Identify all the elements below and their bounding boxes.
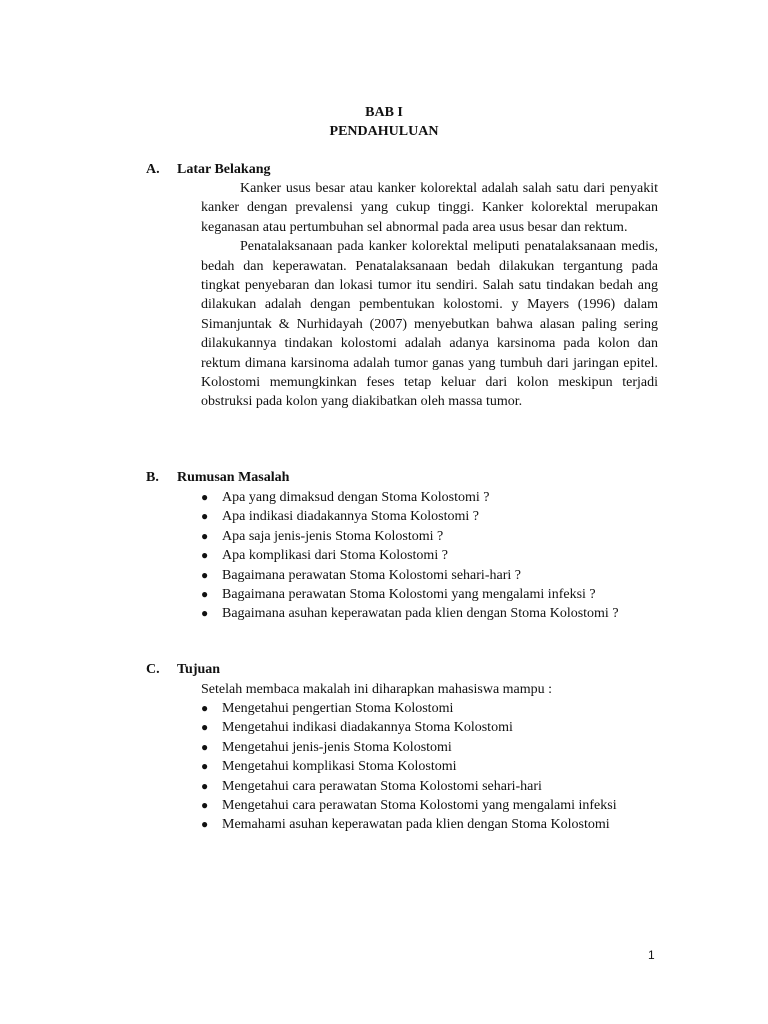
list-item: ● Bagaimana perawatan Stoma Kolostomi sehari-hari ? <box>201 566 658 585</box>
section-a-body <box>201 179 658 412</box>
list-item: ● Mengetahui pengertian Stoma Kolostomi <box>201 699 658 718</box>
list-item: ● Apa komplikasi dari Stoma Kolostomi ? <box>201 546 658 565</box>
chapter-label: BAB I <box>365 105 403 120</box>
bullet-icon: ● <box>201 548 209 563</box>
bullet-icon: ● <box>201 817 209 832</box>
bullet-icon: ● <box>201 701 209 715</box>
bullet-icon: ● <box>201 720 209 735</box>
list-item: ● Mengetahui komplikasi Stoma Kolostomi <box>201 757 658 776</box>
bullet-icon: ● <box>201 509 209 524</box>
objective-list <box>201 699 658 835</box>
section-a-heading <box>146 160 270 179</box>
list-item: ● Bagaimana asuhan keperawatan pada klien dengan Stoma Kolostomi ? <box>201 604 658 623</box>
list-item: ● Mengetahui jenis-jenis Stoma Kolostomi <box>201 738 658 757</box>
bullet-icon: ● <box>201 587 209 602</box>
paragraph: Kanker usus besar atau kanker kolorektal adalah salah satu dari penyakit kanker dengan prevalensi yang cukup tinggi. Kanker kolorektal merupakan keganasan atau pertumbuhan sel abnormal pada area usus besar dan rektum. <box>201 181 658 235</box>
section-b-letter: B. <box>146 470 159 485</box>
section-c-title: Tujuan <box>177 662 221 677</box>
problem-list <box>201 488 658 624</box>
bullet-icon: ● <box>201 606 209 621</box>
bullet-icon: ● <box>201 798 209 813</box>
bullet-icon: ● <box>201 778 209 793</box>
page-number: 1 <box>648 948 655 962</box>
section-b-title: Rumusan Masalah <box>177 470 290 485</box>
section-c-letter: C. <box>146 662 160 677</box>
bullet-icon: ● <box>201 490 209 504</box>
section-c-intro: Setelah membaca makalah ini diharapkan mahasiswa mampu : <box>201 682 553 697</box>
bullet-icon: ● <box>201 567 209 582</box>
list-item: ● Mengetahui cara perawatan Stoma Kolostomi sehari-hari <box>201 777 658 796</box>
bullet-icon: ● <box>201 739 209 754</box>
section-a-title: Latar Belakang <box>177 162 271 177</box>
section-c-heading <box>146 660 220 679</box>
bullet-icon: ● <box>201 759 209 774</box>
list-item: ● Mengetahui indikasi diadakannya Stoma Kolostomi <box>201 718 658 737</box>
list-item: ● Bagaimana perawatan Stoma Kolostomi yang mengalami infeksi ? <box>201 585 658 604</box>
list-item: ● Mengetahui cara perawatan Stoma Kolostomi yang mengalami infeksi <box>201 796 658 815</box>
section-b-heading <box>146 468 289 487</box>
list-item: ● Apa yang dimaksud dengan Stoma Kolostomi ? <box>201 488 658 507</box>
section-a-letter: A. <box>146 162 160 177</box>
list-item: ● Apa saja jenis-jenis Stoma Kolostomi ? <box>201 527 658 546</box>
bullet-icon: ● <box>201 528 209 543</box>
list-item: ● Apa indikasi diadakannya Stoma Kolostomi ? <box>201 507 658 526</box>
list-item: ● Memahami asuhan keperawatan pada klien dengan Stoma Kolostomi <box>201 815 658 834</box>
chapter-title: PENDAHULUAN <box>329 124 439 139</box>
paragraph: Penatalaksanaan pada kanker kolorektal meliputi penatalaksanaan medis, bedah dan keperawatan. Penatalaksanaan bedah dilakukan tergantung pada tingkat penyebaran dan lokasi tumor itu sendiri. Salah satu tindakan bedah ang dilakukan adalah dengan pembentukan kolostomi. y Mayers (1996) dalam Simanjuntak & Nurhidayah (2007) menyebutkan bahwa alasan paling sering dilakukannya tindakan kolostomi adalah adanya karsinoma pada kolon dan rektum dimana karsinoma adalah tumor ganas yang tumbuh dari jaringan epitel. Kolostomi memungkinkan feses tetap keluar dari kolon meskipun terjadi obstruksi pada kolon yang diakibatkan oleh massa tumor. <box>201 239 658 410</box>
